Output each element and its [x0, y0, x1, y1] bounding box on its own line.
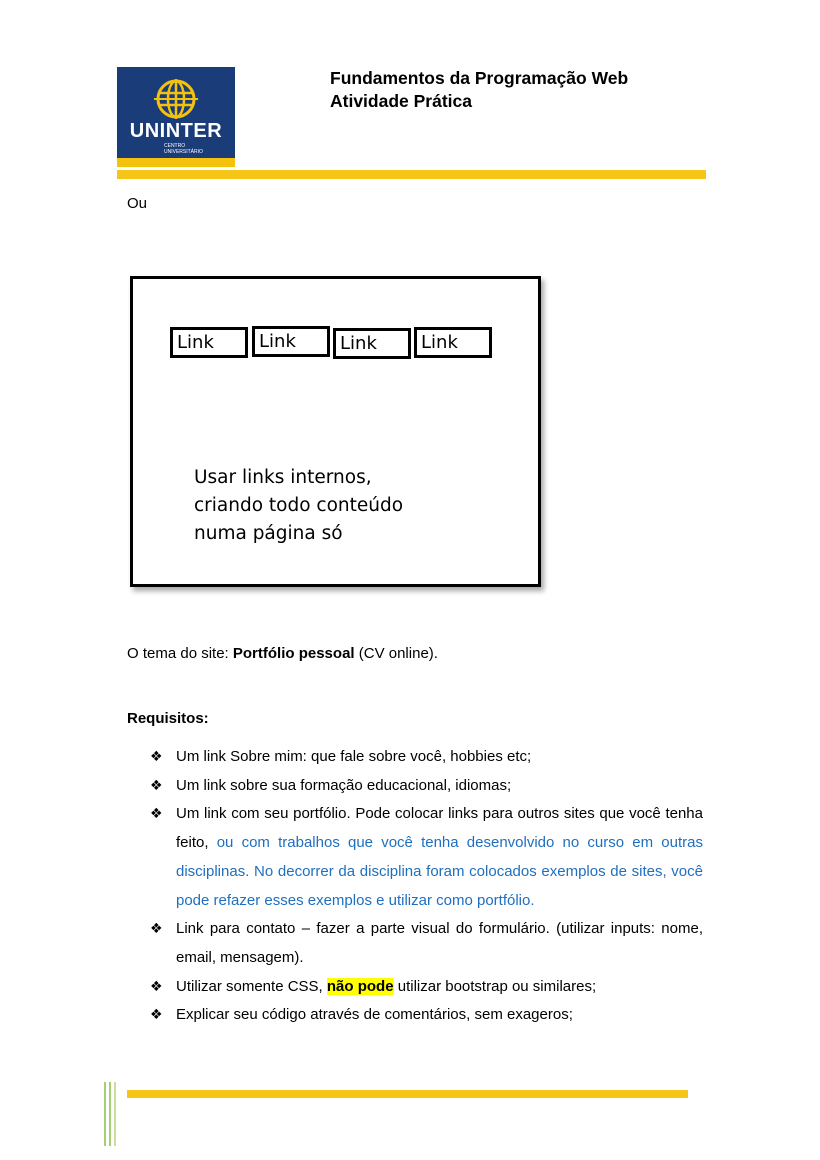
wireframe-note-line: Usar links internos, [194, 467, 372, 488]
requirement-text: Um link com seu portfólio. Pode colocar links para outros sites que você tenha feito, [176, 805, 703, 852]
requirements-list [150, 743, 703, 1030]
diamond-bullet-icon: ❖ [150, 978, 163, 995]
diamond-bullet-icon: ❖ [150, 806, 163, 823]
footer-margin-bar [114, 1082, 116, 1146]
list-item [150, 973, 703, 1002]
wireframe-note-line: numa página só [194, 523, 343, 544]
wireframe-link-3: Link [333, 328, 411, 359]
footer-rule [127, 1090, 688, 1098]
logo-stripe [117, 158, 235, 167]
requirement-text: Utilizar somente CSS, [176, 977, 327, 995]
list-item [150, 915, 703, 972]
requirement-text: Um link Sobre mim: que fale sobre você, hobbies etc; [176, 748, 532, 765]
site-theme-name: Portfólio pessoal [232, 645, 355, 662]
header-rule [117, 170, 706, 179]
diamond-bullet-icon: ❖ [150, 921, 163, 938]
list-item [150, 772, 703, 801]
diamond-bullet-icon: ❖ [150, 777, 163, 794]
wireframe-note-line: criando todo conteúdo [194, 495, 404, 516]
activity-title: Atividade Prática [330, 91, 472, 111]
requirement-text: Link para contato – fazer a parte visual do formulário. (utilizar inputs: nome, email, mensagem). [176, 920, 703, 966]
requirement-text-blue: ou com trabalhos que você tenha desenvolvido no curso em outras disciplinas. No decorrer da disciplina foram colocados exemplos de sites, você pode refazer esses exemplos e utilizar como portfólio. [176, 834, 703, 909]
wireframe-sketch [130, 276, 541, 587]
requirements-heading: Requisitos: [127, 710, 209, 727]
site-theme [127, 644, 438, 664]
diamond-bullet-icon: ❖ [150, 749, 163, 765]
requirement-text: Explicar seu código através de comentários, sem exageros; [176, 1006, 573, 1024]
logo-subtitle-line1: CENTRO [164, 143, 186, 149]
footer-margin-bar [109, 1082, 111, 1146]
requirement-text: utilizar bootstrap ou similares; [393, 977, 597, 995]
globe-grid-icon [151, 77, 201, 121]
wireframe-link-2: Link [252, 326, 330, 357]
logo-subtitle-line2: UNIVERSITÁRIO [164, 149, 203, 155]
list-item [150, 800, 703, 915]
site-theme-prefix: O tema do site: [127, 645, 233, 662]
wireframe-link-4: Link [414, 327, 492, 358]
footer-margin-bar [104, 1082, 106, 1146]
wireframe-link-1: Link [170, 327, 248, 358]
list-item [150, 1001, 703, 1030]
ou-text: Ou [127, 195, 148, 212]
highlighted-text: não pode [326, 977, 394, 995]
site-theme-suffix: (CV online). [354, 645, 438, 662]
uninter-logo [117, 67, 235, 167]
list-item [150, 743, 703, 772]
course-title: Fundamentos da Programação Web [330, 68, 629, 88]
diamond-bullet-icon: ❖ [150, 1007, 163, 1024]
logo-wordmark: UNINTER [129, 120, 223, 142]
requirement-text: Um link sobre sua formação educacional, idiomas; [176, 776, 512, 794]
